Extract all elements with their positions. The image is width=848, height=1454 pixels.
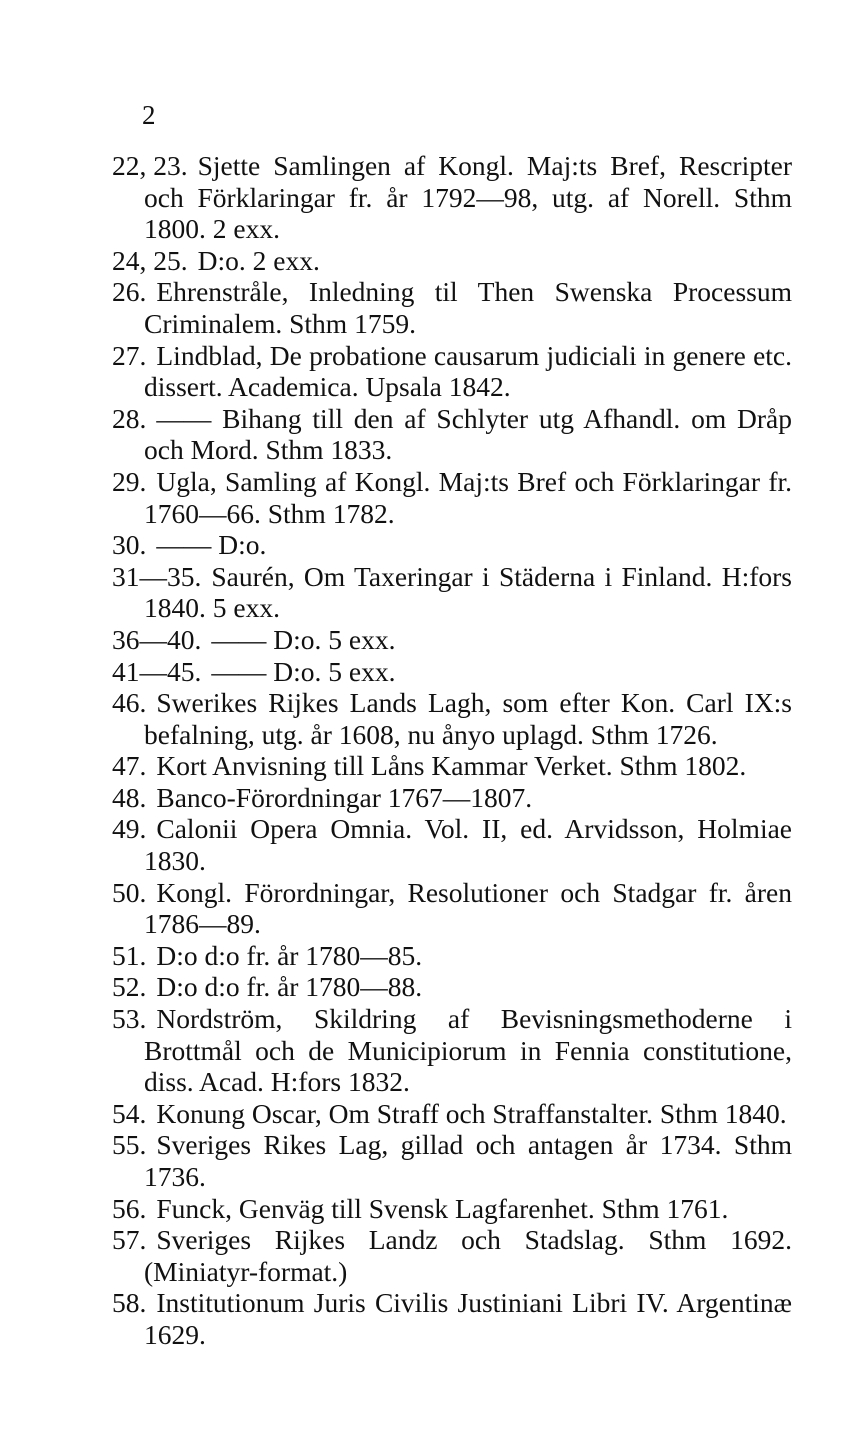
- entry-text: Ugla, Samling af Kongl. Maj:ts Bref och Förklaringar fr. 1760—66. Sthm 1782.: [144, 465, 792, 529]
- catalog-entry: [112, 1003, 792, 1098]
- entry-text: Calonii Opera Omnia. Vol. II, ed. Arvidsson, Holmiae 1830.: [144, 813, 792, 877]
- catalog-entry: [112, 1287, 792, 1350]
- entry-number: 52.: [112, 971, 147, 1003]
- entry-text: —— D:o. 5 exx.: [211, 655, 396, 687]
- catalog-entry: [112, 687, 792, 750]
- entry-text: Ehrenstråle, Inledning til Then Swenska Processum Criminalem. Sthm 1759.: [144, 276, 792, 339]
- entry-number: 55.: [112, 1129, 147, 1161]
- entry-number: 36—40.: [112, 623, 202, 655]
- entry-text: Kort Anvisning till Låns Kammar Verket. Sthm 1802.: [156, 750, 747, 782]
- entry-number: 53.: [112, 1003, 147, 1035]
- entry-number: 56.: [112, 1192, 147, 1224]
- entry-number: 54.: [112, 1097, 147, 1129]
- catalog-entry: [112, 782, 792, 814]
- catalog-entry: [112, 1129, 792, 1192]
- catalog-entry: [112, 276, 792, 339]
- entry-text: Institutionum Juris Civilis Justiniani Libri IV. Argentinæ 1629.: [144, 1287, 792, 1350]
- entry-number: 30.: [112, 529, 147, 561]
- catalog-entry: [112, 750, 792, 782]
- entry-text: Sveriges Rikes Lag, gillad och antagen år 1734. Sthm 1736.: [144, 1129, 792, 1192]
- entry-text: Swerikes Rijkes Lands Lagh, som efter Kon. Carl IX:s befalning, utg. år 1608, nu ånyo uplagd. Sthm 1726.: [144, 687, 792, 750]
- entry-text: Nordström, Skildring af Bevisningsmethoderne i Brottmål och de Municipiorum in Fennia constitutione, diss. Acad. H:fors 1832.: [144, 1003, 792, 1098]
- catalog-entry: [112, 561, 792, 624]
- catalog-entry: [112, 656, 792, 688]
- catalog-entry: [112, 245, 792, 277]
- entry-text: Konung Oscar, Om Straff och Straffanstalter. Sthm 1840.: [156, 1097, 787, 1129]
- entry-number: 29.: [112, 465, 147, 497]
- entry-number: 50.: [112, 876, 147, 908]
- entry-text: D:o d:o fr. år 1780—85.: [156, 939, 423, 971]
- catalog-entry: [112, 403, 792, 466]
- catalog-entry: [112, 529, 792, 561]
- catalog-entry: [112, 877, 792, 940]
- entry-text: Banco-Förordningar 1767—1807.: [156, 781, 533, 813]
- catalog-entry: [112, 813, 792, 876]
- catalog-entry: [112, 1193, 792, 1225]
- catalog-entry: [112, 624, 792, 656]
- entry-number: 58.: [112, 1287, 147, 1319]
- entry-text: —— Bihang till den af Schlyter utg Afhandl. om Dråp och Mord. Sthm 1833.: [144, 402, 792, 466]
- entry-text: —— D:o. 5 exx.: [211, 623, 396, 655]
- entry-number: 48.: [112, 781, 147, 813]
- entry-text: Lindblad, De probatione causarum judiciali in genere etc. dissert. Academica. Upsala 1842.: [144, 339, 792, 403]
- entry-number: 46.: [112, 687, 147, 719]
- entry-number: 24, 25.: [112, 244, 188, 276]
- entry-text: Kongl. Förordningar, Resolutioner och Stadgar fr. åren 1786—89.: [144, 876, 792, 940]
- entry-number: 41—45.: [112, 655, 202, 687]
- entry-number: 49.: [112, 813, 147, 845]
- entry-text: Sveriges Rijkes Landz och Stadslag. Sthm 1692. (Miniatyr-format.): [144, 1224, 792, 1287]
- entry-number: 27.: [112, 339, 147, 371]
- entry-text: D:o. 2 exx.: [197, 244, 320, 276]
- entry-text: Saurén, Om Taxeringar i Städerna i Finland. H:fors 1840. 5 exx.: [144, 560, 792, 624]
- entry-text: —— D:o.: [156, 529, 267, 561]
- catalog-entry: [112, 1098, 792, 1130]
- entry-number: 31—35.: [112, 560, 202, 592]
- catalog-entry: [112, 466, 792, 529]
- catalog-entry: [112, 971, 792, 1003]
- entry-number: 28.: [112, 402, 147, 434]
- catalog-entry: [112, 150, 792, 245]
- entry-text: Funck, Genväg till Svensk Lagfarenhet. Sthm 1761.: [156, 1192, 729, 1224]
- entry-number: 26.: [112, 276, 147, 308]
- entry-number: 22, 23.: [112, 150, 188, 181]
- catalog-entry: [112, 340, 792, 403]
- entry-text: Sjette Samlingen af Kongl. Maj:ts Bref, Rescripter och Förklaringar fr. år 1792—98, utg. af Norell. Sthm 1800. 2 exx.: [144, 150, 792, 245]
- entry-number: 57.: [112, 1224, 147, 1256]
- catalog-entry: [112, 1224, 792, 1287]
- entry-text: D:o d:o fr. år 1780—88.: [156, 971, 423, 1003]
- catalog-entry: [112, 940, 792, 972]
- entry-number: 47.: [112, 750, 147, 782]
- entry-number: 51.: [112, 939, 147, 971]
- page-number: 2: [142, 100, 156, 130]
- catalog-entry-list: [112, 150, 792, 1351]
